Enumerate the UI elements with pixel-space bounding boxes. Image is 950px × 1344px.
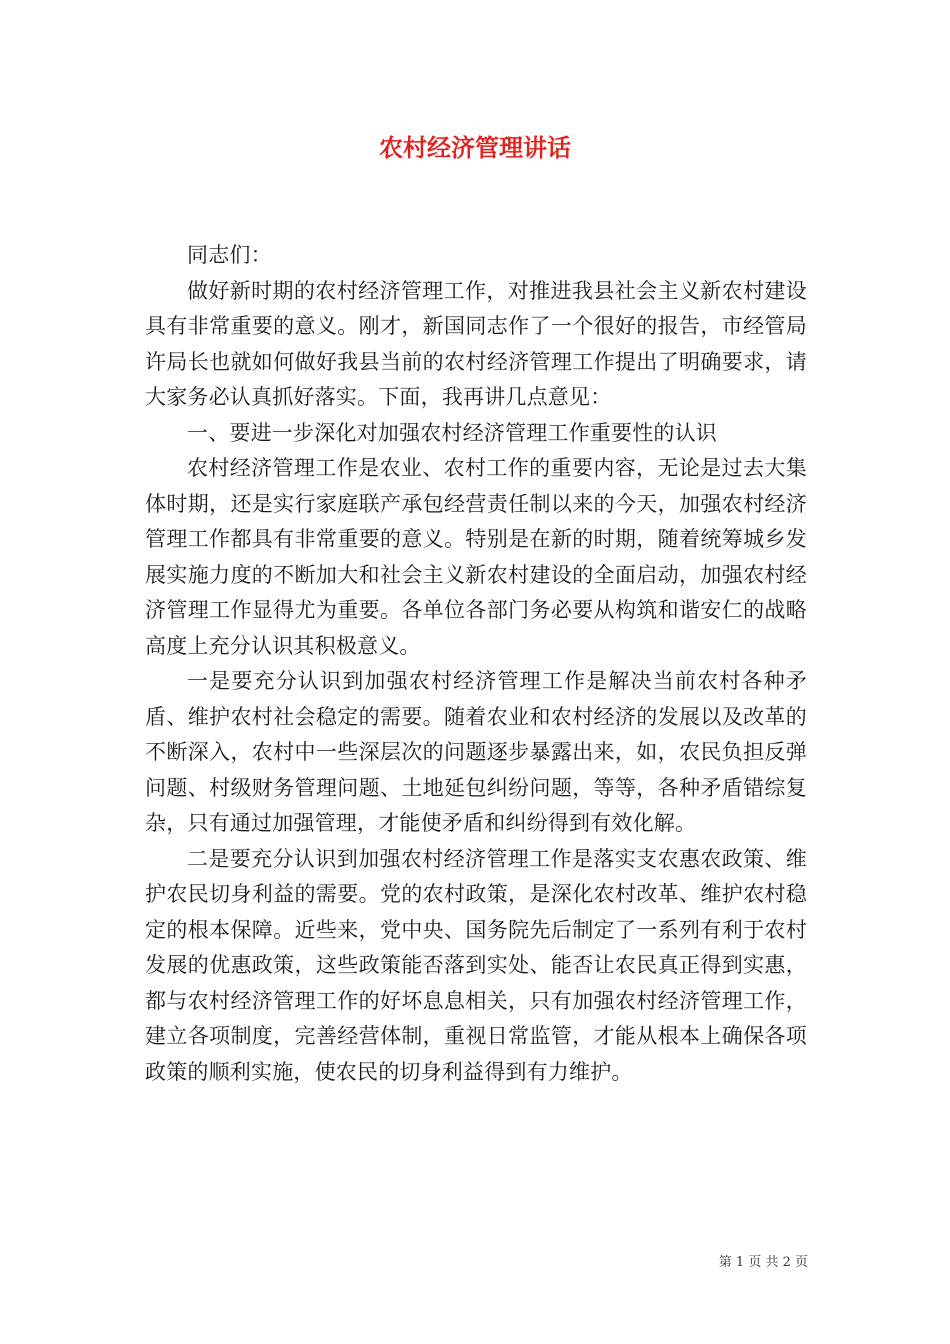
- salutation: 同志们：: [187, 243, 272, 267]
- paragraph-intro: 做好新时期的农村经济管理工作，对推进我县社会主义新农村建设具有非常重要的意义。刚才，新国同志作了一个很好的报告，市经管局许局长也就如何做好我县当前的农村经济管理工作提出了明确要求，请大家务必认真抓好落实。下面，我再讲几点意见：: [145, 278, 807, 409]
- paragraph-importance: 农村经济管理工作是农业、农村工作的重要内容，无论是过去大集体时期，还是实行家庭联产承包经营责任制以来的今天，加强农村经济管理工作都具有非常重要的意义。特别是在新的时期，随着统筹城乡发展实施力度的不断加大和社会主义新农村建设的全面启动，加强农村经济管理工作显得尤为重要。各单位各部门务必要从构筑和谐安仁的战略高度上充分认识其积极意义。: [145, 456, 807, 658]
- paragraph-point-two: 二是要充分认识到加强农村经济管理工作是落实支农惠农政策、维护农民切身利益的需要。党的农村政策，是深化农村改革、维护农村稳定的根本保障。近些来，党中央、国务院先后制定了一系列有利于农村发展的优惠政策，这些政策能否落到实处、能否让农民真正得到实惠，都与农村经济管理工作的好坏息息相关，只有加强农村经济管理工作，建立各项制度，完善经营体制，重视日常监管，才能从根本上确保各项政策的顺利实施，使农民的切身利益得到有力维护。: [145, 846, 807, 1084]
- section-heading-1: 一、要进一步深化对加强农村经济管理工作重要性的认识: [187, 420, 717, 445]
- paragraph-point-one: 一是要充分认识到加强农村经济管理工作是解决当前农村各种矛盾、维护农村社会稳定的需要。随着农业和农村经济的发展以及改革的不断深入，农村中一些深层次的问题逐步暴露出来，如，农民负担反弹问题、村级财务管理问题、土地延包纠纷问题，等等，各种矛盾错综复杂，只有通过加强管理，才能使矛盾和纠纷得到有效化解。: [145, 669, 807, 835]
- page-title: 农村经济管理讲话: [379, 133, 571, 162]
- page-number: 第 1 页 共 2 页: [718, 1255, 808, 1270]
- document-body: [145, 238, 807, 1090]
